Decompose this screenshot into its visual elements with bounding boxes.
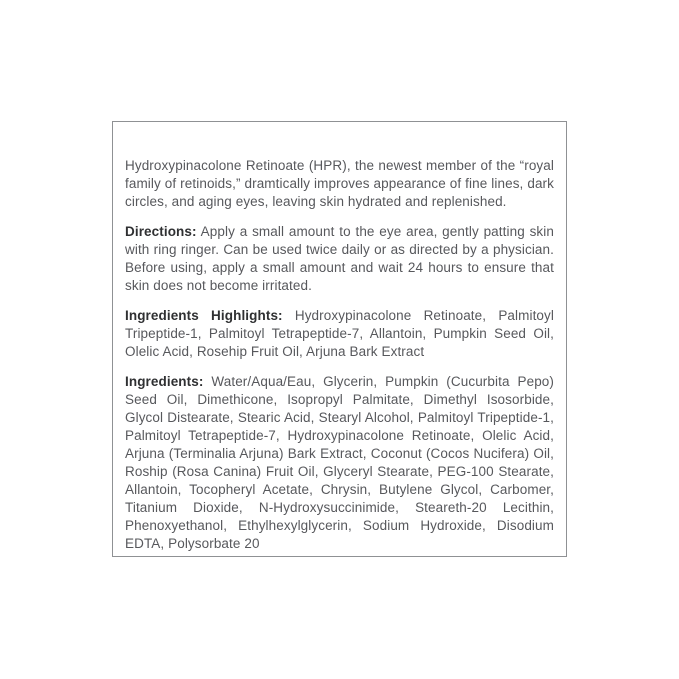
intro-text: Hydroxypinacolone Retinoate (HPR), the newest member of the “royal family of retinoids,” dramtically improves appearance of fine lines, dark circles, and aging eyes, leaving skin hydrated and replenished. bbox=[125, 158, 554, 209]
ingredients-highlights-heading: Ingredients Highlights: bbox=[125, 308, 283, 323]
directions-text: Apply a small amount to the eye area, gently patting skin with ring ringer. Can be used twice daily or as directed by a physician. Before using, apply a small amount and wait 24 hours to ensure that skin does not become irritated. bbox=[125, 224, 554, 293]
intro-paragraph bbox=[125, 157, 554, 211]
ingredients-highlights-paragraph bbox=[125, 307, 554, 361]
ingredients-text: Water/Aqua/Eau, Glycerin, Pumpkin (Cucurbita Pepo) Seed Oil, Dimethicone, Isopropyl Palmitate, Dimethyl Isosorbide, Glycol Distearate, Stearic Acid, Stearyl Alcohol, Palmitoyl Tripeptide-1, Palmitoyl Tetrapeptide-7, Hydroxypinacolone Retinoate, Olelic Acid, Arjuna (Terminalia Arjuna) Bark Extract, Coconut (Cocos Nucifera) Oil, Roship (Rosa Canina) Fruit Oil, Glyceryl Stearate, PEG-100 Stearate, Allantoin, Tocopheryl Acetate, Chrysin, Butylene Glycol, Carbomer, Titanium Dioxide, N-Hydroxysuccinimide, Steareth-20 Lecithin, Phenoxyethanol, Ethylhexylglycerin, Sodium Hydroxide, Disodium EDTA, Polysorbate 20 bbox=[125, 374, 555, 551]
directions-heading: Directions: bbox=[125, 224, 197, 239]
directions-paragraph bbox=[125, 223, 554, 295]
ingredients-paragraph bbox=[125, 373, 554, 553]
ingredients-highlights-text: Hydroxypinacolone Retinoate, Palmitoyl Tripeptide-1, Palmitoyl Tetrapeptide-7, Allantoin, Pumpkin Seed Oil, Olelic Acid, Rosehip Fruit Oil, Arjuna Bark Extract bbox=[125, 308, 554, 359]
label-text-panel bbox=[112, 121, 567, 557]
ingredients-heading: Ingredients: bbox=[125, 374, 204, 389]
